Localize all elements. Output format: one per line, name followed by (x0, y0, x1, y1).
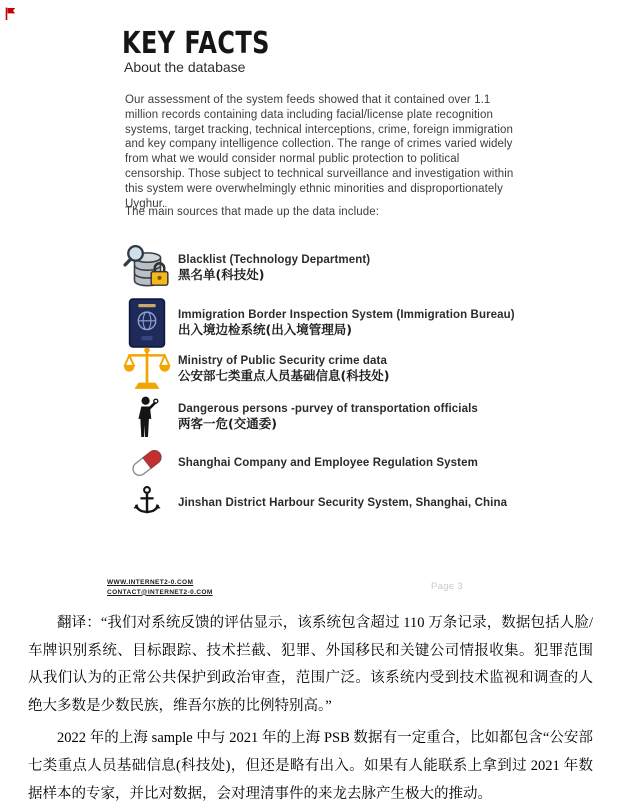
source-subtitle-cn: 两客一危(交通委) (178, 416, 277, 431)
contact-email-link[interactable]: CONTACT@INTERNET2-0.COM (107, 588, 213, 596)
source-title: Blacklist (Technology Department) (178, 254, 371, 266)
translation-paragraph: 翻译：“我们对系统反馈的评估显示，该系统包含超过 110 万条记录，数据包括人脸/车牌识别系统、目标跟踪、技术拦截、犯罪、外国移民和关键公司情报收集。犯罪范围从我们认为的正常公共保护到政治审查，范围广泛。该系统内受到技术监视和调查的人绝大多数是少数民族，维吾尔族的比例特别高。” (28, 615, 593, 714)
source-title: Shanghai Company and Employee Regulation System (178, 456, 478, 469)
list-item-blacklist (116, 240, 556, 296)
pill-icon (116, 447, 178, 479)
page-title: KEY FACTS (122, 26, 270, 61)
scales-icon (116, 346, 178, 392)
footer-links (107, 578, 213, 597)
sources-intro: The main sources that made up the data include: (125, 206, 380, 218)
source-title: Immigration Border Inspection System (Immigration Bureau) (178, 309, 515, 321)
commentary-paragraph: 2022 年的上海 sample 中与 2021 年的上海 PSB 数据有一定重合，比如都包含“公安部七类重点人员基础信息(科技处)，但还是略有出入。如果有人能联系上拿到过 2021 年数据样本的专家，并比对数据，会对理清事件的来龙去脉产生极大的推动。 (28, 730, 593, 802)
list-item-company-regulation (116, 446, 556, 480)
website-link[interactable]: WWW.INTERNET2-0.COM (107, 579, 194, 586)
list-item-immigration (116, 296, 556, 350)
source-title: Dangerous persons -purvey of transportation officials (178, 403, 478, 415)
person-icon (116, 396, 178, 438)
page-subtitle: About the database (124, 59, 246, 75)
anchor-icon (116, 485, 178, 521)
assessment-paragraph: Our assessment of the system feeds showed that it contained over 1.1 million records containing data including facial/license plate recognition systems, target tracking, technical interceptions, crime, foreign immigration and key company intelligence collection. The range of crimes varied widely from what we would consider normal public protection to political censorship. Those subject to technical surveillance and investigation within this system were overwhelmingly ethnic minorities and disproportionately Uyghur. (125, 94, 514, 210)
red-flag-icon (5, 7, 16, 20)
list-item-dangerous-persons (116, 394, 556, 440)
translation-notes (28, 610, 593, 808)
source-subtitle-cn: 公安部七类重点人员基础信息(科技处) (178, 368, 390, 383)
source-subtitle-cn: 黑名单(科技处) (178, 267, 265, 282)
source-title: Jinshan District Harbour Security System, Shanghai, China (178, 496, 508, 509)
source-title: Ministry of Public Security crime data (178, 355, 387, 367)
source-subtitle-cn: 出入境边检系统(出入境管理局) (178, 322, 352, 337)
passport-icon (116, 298, 178, 348)
list-item-harbour-security (116, 484, 556, 522)
list-item-public-security (116, 346, 556, 392)
database-search-lock-icon (116, 243, 178, 293)
page-number: Page 3 (431, 581, 463, 592)
